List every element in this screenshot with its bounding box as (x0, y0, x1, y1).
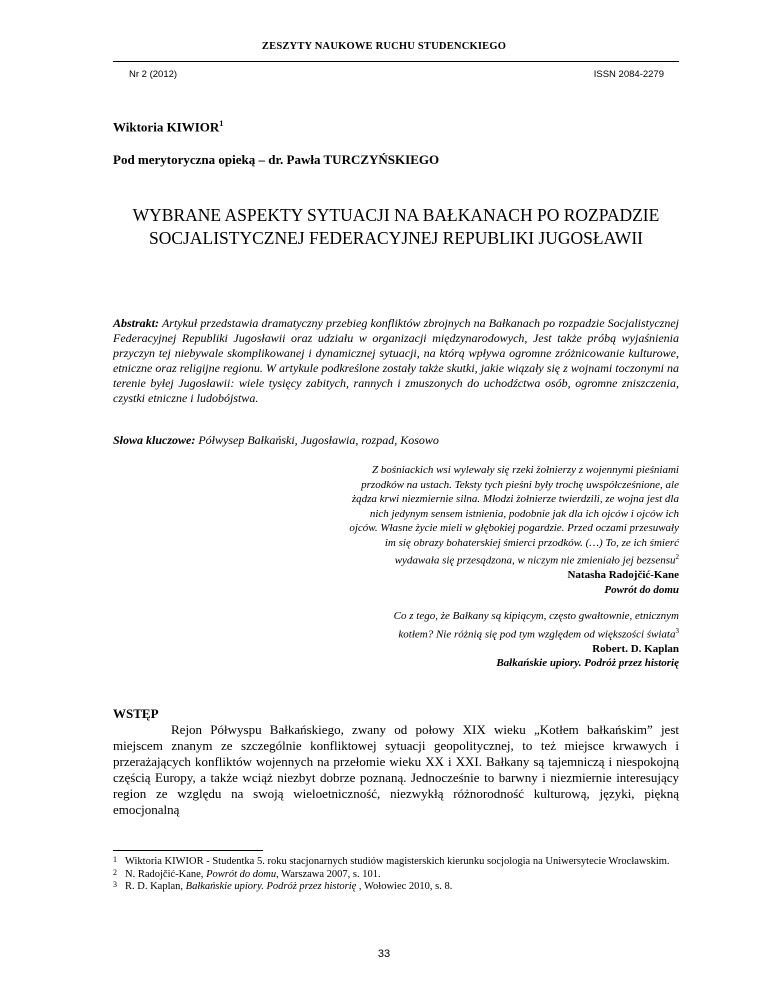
journal-title: ZESZYTY NAUKOWE RUCHU STUDENCKIEGO (261, 41, 507, 52)
footnote-1 (113, 856, 679, 869)
epigraph-quote-2 (379, 609, 679, 671)
footnotes (113, 856, 679, 894)
author-name-text: Wiktoria KIWIOR (113, 119, 220, 135)
footnote-title: Powrót do domu (206, 868, 277, 880)
intro-paragraph: Rejon Półwyspu Bałkańskiego, zwany od połowy XIX wieku „Kotłem bałkańskim” jest miejscem znanym ze szczególnie konfliktowej sytuacji geopolitycznej, to też miejsce krwawych i przerażających konfliktów wojennych na przełomie wieku XX i XXI. Bałkany są tajemniczą i niespokojną częścią Europy, a także wciąż niezbyt dobrze poznaną. Jednocześnie to barwny i niezmiernie interesujący region ze względu na swoją wieloetniczność, niezwykłą różnorodność kulturową, języki, piękną emocjonalną (113, 722, 679, 817)
quote-1-footnote-mark: 2 (675, 553, 679, 561)
footnote-number: 1 (113, 855, 117, 864)
quote-text (349, 463, 679, 568)
quote-1-text: Z bośniackich wsi wylewały się rzeki żołnierzy z wojennymi pieśniami przodków na ustach. Teksty tych pieśni były trochę uwspółcześnione, ale żądza krwi niezmiernie silna. Młodzi żołnierze twierdzili, ze wojna jest dla nich jedynym sensem istnienia, podobnie jak dla ich ojców i ojców ich ojców. Własne życie mieli w głębokiej pogardzie. Przed oczami przesuwały im się obrazy bohaterskiej śmierci przodków. (…) To, ze ich śmierć wydawała się przesądzona, w niczym nie zmieniało jej bezsensu (349, 464, 679, 567)
keywords-label: Słowa kluczowe: (113, 433, 196, 447)
supervisor-line: Pod merytoryczna opieką – dr. Pawła TURCZYŃSKIEGO (113, 152, 440, 167)
abstract-text: Artykuł przedstawia dramatyczny przebieg konfliktów zbrojnych na Bałkanach po rozpadzie Socjalistycznej Federacyjnej Republiki Jugosławii oraz udziału w organizacji międzynarodowych, Jest także próbą wyjaśnienia przyczyn tej niebywale skomplikowanej i dynamicznej sytuacji, na którą wpływa ogromne zróżnicowanie kulturowe, etniczne oraz religijne regionu. W artykule podkreślone zostały także skutki, jakie wiązały się z wojnami toczonymi na terenie byłej Jugosławii: wiele tysięcy zabitych, rannych i zmuszonych do uchodźctwa osób, ogromne zniszczenia, czystki etniczne i ludobójstwa. (113, 316, 679, 405)
article-title: WYBRANE ASPEKTY SYTUACJI NA BAŁKANACH PO ROZPADZIE SOCJALISTYCZNEJ FEDERACYJNEJ REPUBLIKI JUGOSŁAWII (132, 205, 660, 248)
issue-number: Nr 2 (2012) (129, 69, 178, 80)
page-number: 33 (377, 948, 391, 960)
footnote-text: Wiktoria KIWIOR - Studentka 5. roku stacjonarnych studiów magisterskich kierunku socjologia na Uniwersytecie Wrocławskim. (125, 856, 670, 867)
footnote-number: 3 (113, 880, 117, 889)
footnote-author: N. Radojčić-Kane, (125, 868, 204, 880)
section-heading: WSTĘP (113, 706, 159, 721)
epigraph-quote-1 (349, 463, 679, 597)
quote-text (379, 609, 679, 642)
issn: ISSN 2084-2279 (593, 69, 664, 80)
footnote-author: R. D. Kaplan, (125, 881, 184, 892)
footnote-number: 2 (113, 867, 117, 877)
quote-2-source: Bałkańskie upiory. Podróż przez historię (496, 657, 679, 670)
footnote-publication: , Wołowiec 2010, s. 8. (356, 881, 453, 892)
footnote-publication: , Warszawa 2007, s. 101. (276, 868, 381, 880)
quote-2-author: Robert. D. Kaplan (592, 642, 679, 655)
keywords-text: Półwysep Bałkański, Jugosławia, rozpad, Kosowo (198, 433, 439, 447)
abstract (113, 316, 679, 406)
footnote-3 (113, 881, 679, 894)
quote-1-source: Powrót do domu (604, 583, 679, 596)
quote-1-author: Natasha Radojčić-Kane (567, 569, 679, 582)
footnote-rule (113, 850, 263, 851)
quote-2-footnote-mark: 3 (675, 626, 679, 635)
footnote-title: Bałkańskie upiory. Podróż przez historię (185, 881, 357, 892)
author-name (113, 119, 223, 135)
keywords (113, 433, 679, 448)
header-rule (113, 61, 679, 62)
footnote-2 (113, 869, 679, 882)
abstract-label: Abstrakt: (113, 316, 160, 330)
author-footnote-mark: 1 (219, 119, 224, 128)
quote-2-text: Co z tego, że Bałkany są kipiącym, często gwałtownie, etnicznym kotłem? Nie różnią się pod tym względem od większości świata (393, 610, 679, 641)
